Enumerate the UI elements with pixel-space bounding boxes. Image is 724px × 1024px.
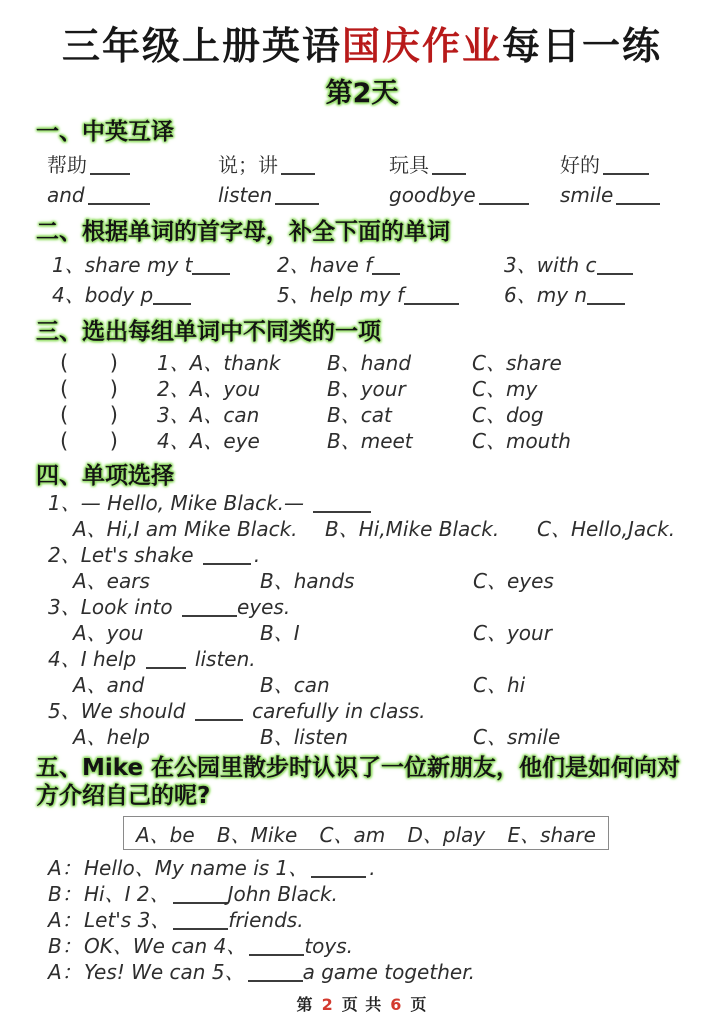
option-a-text: A、thank xyxy=(189,351,281,375)
section5-heading: 五、Mike 在公园里散步时认识了一位新朋友，他们是如何向对方介绍自己的呢? xyxy=(36,755,681,809)
paren-open: ( xyxy=(60,429,69,453)
word-item xyxy=(52,250,277,280)
option-c: C、Hello,Jack. xyxy=(537,517,676,541)
footer-total-pages: 6 xyxy=(390,995,403,1014)
translation-label: 说；讲 xyxy=(218,153,278,177)
dialogue-line xyxy=(48,933,724,959)
translation-cell xyxy=(47,150,218,180)
dialogue-line xyxy=(48,907,724,933)
section4-questions xyxy=(0,490,724,750)
dialogue-text: Let's 3、 xyxy=(84,908,171,932)
translation-cell xyxy=(218,150,389,180)
translation-cell xyxy=(560,180,724,210)
row-number: 2、 xyxy=(157,377,190,401)
option-c: C、eyes xyxy=(473,569,554,593)
stem-text: 3、Look into xyxy=(48,595,179,619)
option-b: B、your xyxy=(327,377,406,401)
translation-label: listen xyxy=(218,183,273,207)
answer-blank xyxy=(173,891,228,904)
option-a: A、you xyxy=(73,621,144,645)
options-row xyxy=(73,516,724,542)
option-c: C、my xyxy=(472,377,538,401)
question-stem xyxy=(48,594,724,620)
row-number: 1、 xyxy=(157,351,190,375)
section4-heading: 四、单项选择 xyxy=(36,463,174,489)
translation-label: 好的 xyxy=(560,153,600,177)
speaker-label: A： xyxy=(48,856,82,880)
option-a: A、Hi,I am Mike Black. xyxy=(73,517,298,541)
answer-blank xyxy=(479,192,529,205)
answer-parentheses xyxy=(60,376,118,402)
option-c: C、share xyxy=(472,351,562,375)
answer-blank xyxy=(281,162,315,175)
question-stem xyxy=(48,646,724,672)
option-b: B、cat xyxy=(327,403,392,427)
section3-heading: 三、选出每组单词中不同类的一项 xyxy=(36,319,381,345)
word-item-text: 1、share my t xyxy=(52,253,193,277)
translation-label: 玩具 xyxy=(389,153,429,177)
paren-close: ) xyxy=(109,351,118,375)
answer-blank xyxy=(603,162,649,175)
title-part-black-1: 三年级上册英语 xyxy=(61,24,342,68)
option-a-text: A、can xyxy=(189,403,260,427)
answer-blank xyxy=(432,162,466,175)
stem-text-post: eyes. xyxy=(236,595,291,619)
question-stem xyxy=(48,698,724,724)
option-a xyxy=(157,376,327,402)
odd-one-out-row xyxy=(60,350,724,376)
word-item-text: 6、my n xyxy=(504,283,588,307)
option-b: B、can xyxy=(260,673,330,697)
translation-label: goodbye xyxy=(389,183,476,207)
options-row xyxy=(73,620,724,646)
dialogue-line xyxy=(48,881,724,907)
word-bank-item: B、Mike xyxy=(216,822,298,847)
question-stem xyxy=(48,490,724,516)
footer-page-number: 2 xyxy=(321,995,334,1014)
translation-cell xyxy=(560,150,724,180)
answer-blank xyxy=(90,162,130,175)
word-item-text: 5、help my f xyxy=(277,283,405,307)
speaker-label: A： xyxy=(48,908,82,932)
option-b: B、Hi,Mike Black. xyxy=(325,517,500,541)
word-item xyxy=(277,280,504,310)
translation-cell xyxy=(47,180,218,210)
option-a-text: A、eye xyxy=(189,429,260,453)
option-c: C、dog xyxy=(472,403,544,427)
speaker-label: B： xyxy=(48,934,82,958)
paren-open: ( xyxy=(60,351,69,375)
footer-prefix: 第 xyxy=(296,995,314,1014)
day-subtitle: 第2天 xyxy=(325,78,399,109)
option-b: B、meet xyxy=(327,429,413,453)
odd-one-out-row xyxy=(60,376,724,402)
option-b: B、hand xyxy=(327,351,412,375)
answer-blank xyxy=(88,192,150,205)
answer-blank xyxy=(173,917,228,930)
word-item xyxy=(504,250,724,280)
word-bank-item: C、am xyxy=(319,822,386,847)
dialogue-text: Hello、My name is 1、 xyxy=(84,856,309,880)
word-bank-item: D、play xyxy=(407,822,486,847)
answer-blank xyxy=(192,262,230,275)
dialogue-line xyxy=(48,855,724,881)
option-b: B、I xyxy=(260,621,300,645)
answer-blank xyxy=(311,865,366,878)
dialogue-text: OK、We can 4、 xyxy=(84,934,247,958)
dialogue-line xyxy=(48,959,724,985)
answer-blank xyxy=(146,656,186,669)
row-number: 4、 xyxy=(157,429,190,453)
word-item xyxy=(277,250,504,280)
option-a-text: A、you xyxy=(189,377,261,401)
translation-cell xyxy=(389,150,560,180)
title-part-red: 国庆作业 xyxy=(341,24,502,68)
answer-blank xyxy=(372,262,400,275)
footer-suffix: 页 xyxy=(410,995,428,1014)
paren-close: ) xyxy=(109,429,118,453)
odd-one-out-row xyxy=(60,402,724,428)
paren-close: ) xyxy=(109,403,118,427)
answer-blank xyxy=(404,292,459,305)
word-item-text: 3、with c xyxy=(504,253,597,277)
option-a xyxy=(157,350,327,376)
option-c: C、mouth xyxy=(472,429,571,453)
section3-rows xyxy=(60,350,724,454)
dialogue-text-post: friends. xyxy=(228,908,304,932)
paren-open: ( xyxy=(60,377,69,401)
section2-heading: 二、根据单词的首字母，补全下面的单词 xyxy=(36,219,450,245)
word-item-text: 2、have f xyxy=(277,253,373,277)
options-row xyxy=(73,724,724,750)
page-title xyxy=(0,24,724,68)
option-a: A、ears xyxy=(73,569,150,593)
answer-blank xyxy=(182,604,237,617)
dialogue-block xyxy=(48,855,724,985)
answer-blank xyxy=(616,192,660,205)
answer-blank xyxy=(313,500,371,513)
translation-cell xyxy=(218,180,389,210)
speaker-label: A： xyxy=(48,960,82,984)
option-c: C、your xyxy=(473,621,552,645)
dialogue-text: Hi、I 2、 xyxy=(84,882,170,906)
title-part-black-2: 每日一练 xyxy=(502,24,663,68)
answer-blank xyxy=(203,552,251,565)
option-c: C、hi xyxy=(473,673,526,697)
section1-translation-grid xyxy=(47,150,724,210)
word-item xyxy=(504,280,724,310)
answer-blank xyxy=(153,292,191,305)
answer-blank xyxy=(249,943,304,956)
word-bank-box xyxy=(123,816,609,850)
question-stem xyxy=(48,542,724,568)
option-b: B、hands xyxy=(260,569,355,593)
translation-label: smile xyxy=(560,183,614,207)
option-c: C、smile xyxy=(473,725,561,749)
answer-blank xyxy=(587,292,625,305)
answer-parentheses xyxy=(60,428,118,454)
options-row xyxy=(73,568,724,594)
dialogue-text: Yes! We can 5、 xyxy=(84,960,245,984)
stem-text: 5、We should xyxy=(48,699,192,723)
option-a: A、and xyxy=(73,673,145,697)
option-b: B、listen xyxy=(260,725,349,749)
answer-parentheses xyxy=(60,350,118,376)
answer-blank xyxy=(275,192,319,205)
page-footer xyxy=(0,994,724,1016)
word-bank-item: A、be xyxy=(136,822,195,847)
section1-heading: 一、中英互译 xyxy=(36,119,174,145)
option-a xyxy=(157,402,327,428)
answer-blank xyxy=(195,708,243,721)
translation-label: 帮助 xyxy=(47,153,87,177)
paren-open: ( xyxy=(60,403,69,427)
option-a: A、help xyxy=(73,725,150,749)
answer-blank xyxy=(597,262,633,275)
stem-text: 2、Let's shake xyxy=(48,543,200,567)
paren-close: ) xyxy=(109,377,118,401)
section2-word-grid xyxy=(52,250,724,310)
stem-text-post: . xyxy=(253,543,261,567)
word-bank-item: E、share xyxy=(507,822,596,847)
word-item-text: 4、body p xyxy=(52,283,154,307)
answer-blank xyxy=(248,969,303,982)
dialogue-text-post: toys. xyxy=(304,934,354,958)
speaker-label: B： xyxy=(48,882,82,906)
stem-text-post: listen. xyxy=(188,647,256,671)
translation-cell xyxy=(389,180,560,210)
stem-text-post: carefully in class. xyxy=(245,699,426,723)
word-item xyxy=(52,280,277,310)
answer-parentheses xyxy=(60,402,118,428)
stem-text: 4、I help xyxy=(48,647,143,671)
row-number: 3、 xyxy=(157,403,190,427)
options-row xyxy=(73,672,724,698)
option-a xyxy=(157,428,327,454)
odd-one-out-row xyxy=(60,428,724,454)
translation-label: and xyxy=(47,183,85,207)
dialogue-text-post: a game together. xyxy=(302,960,475,984)
stem-text: 1、— Hello, Mike Black.— xyxy=(48,491,311,515)
footer-mid: 页 共 xyxy=(341,995,383,1014)
dialogue-text-post: John Black. xyxy=(227,882,338,906)
dialogue-text-post: . xyxy=(369,856,376,880)
